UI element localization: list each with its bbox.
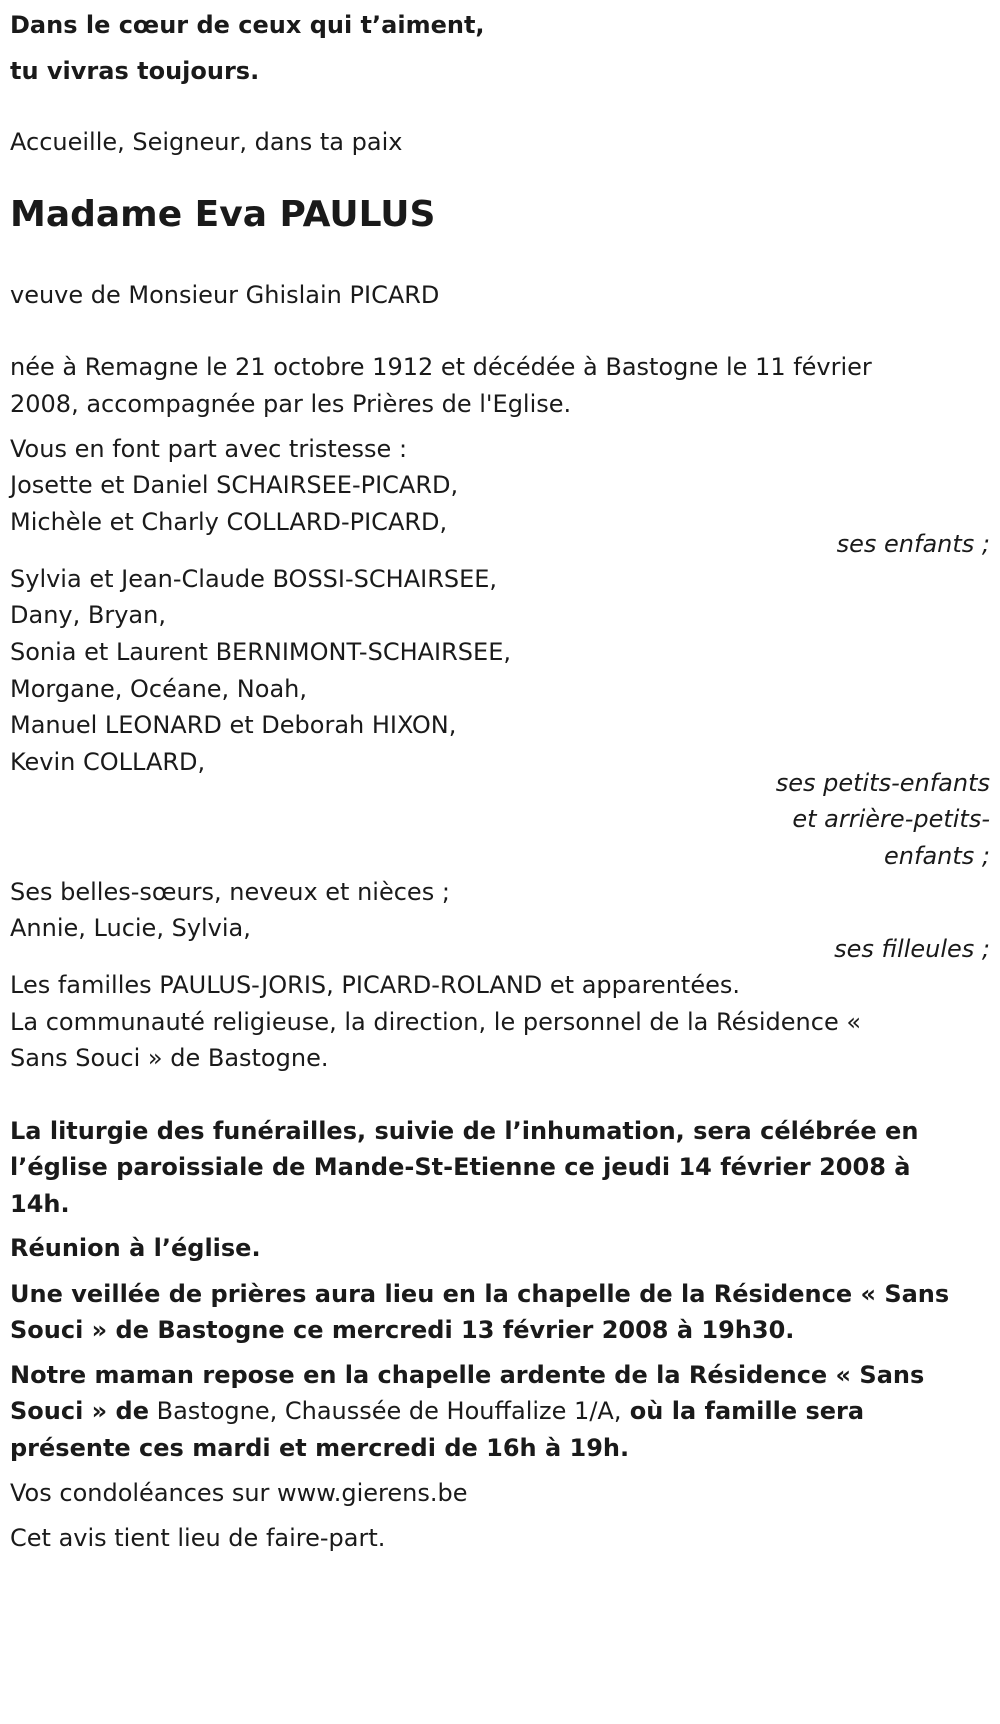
grandchild-line: Kevin COLLARD,	[10, 748, 206, 776]
spouse-text: veuve de Monsieur Ghislain PICARD	[10, 281, 440, 309]
families-line-1: Les familles PAULUS-JORIS, PICARD-ROLAND et apparentées.	[10, 971, 740, 999]
grandchild-line: Sonia et Laurent BERNIMONT-SCHAIRSEE,	[10, 638, 511, 666]
repose-line-2	[10, 1399, 864, 1423]
birth-death-line-1: née à Remagne le 21 octobre 1912 et décédée à Bastogne le 11 février	[10, 353, 872, 381]
birth-death-line-2: 2008, accompagnée par les Prières de l'Eglise.	[10, 390, 572, 418]
families-line-2: La communauté religieuse, la direction, le personnel de la Résidence «	[10, 1008, 862, 1036]
funeral-line-2: l’église paroissiale de Mande-St-Etienne ce jeudi 14 février 2008 à	[10, 1153, 911, 1181]
funeral-line-3: 14h.	[10, 1190, 70, 1218]
vigil-line-2: Souci » de Bastogne ce mercredi 13 février 2008 à 19h30.	[10, 1316, 795, 1344]
condolences-text: Vos condoléances sur www.gierens.be	[10, 1479, 468, 1507]
grandchildren-label-line-2: et arrière-petits-	[792, 805, 990, 833]
epigraph-line-2: tu vivras toujours.	[10, 57, 260, 85]
repose-line-2-bold-start: Souci » de	[10, 1397, 149, 1425]
grandchild-line: Sylvia et Jean-Claude BOSSI-SCHAIRSEE,	[10, 565, 498, 593]
epigraph-line-1: Dans le cœur de ceux qui t’aiment,	[10, 11, 485, 39]
relatives-line-1: Ses belles-sœurs, neveux et nièces ;	[10, 878, 450, 906]
child-line: Josette et Daniel SCHAIRSEE-PICARD,	[10, 471, 459, 499]
relatives-line-2: Annie, Lucie, Sylvia,	[10, 914, 251, 942]
repose-line-1: Notre maman repose en la chapelle ardente de la Résidence « Sans	[10, 1361, 925, 1389]
goddaughters-label: ses filleules ;	[834, 935, 990, 963]
grandchild-line: Manuel LEONARD et Deborah HIXON,	[10, 711, 457, 739]
prayer-text: Accueille, Seigneur, dans ta paix	[10, 128, 403, 156]
children-label: ses enfants ;	[836, 530, 990, 558]
announce-text: Vous en font part avec tristesse :	[10, 435, 408, 463]
funeral-line-1: La liturgie des funérailles, suivie de l’inhumation, sera célébrée en	[10, 1117, 919, 1145]
repose-line-3: présente ces mardi et mercredi de 16h à 19h.	[10, 1434, 630, 1462]
families-line-3: Sans Souci » de Bastogne.	[10, 1044, 329, 1072]
repose-line-2-bold-end: où la famille sera	[621, 1397, 865, 1425]
notice-text: Cet avis tient lieu de faire-part.	[10, 1524, 386, 1552]
child-line: Michèle et Charly COLLARD-PICARD,	[10, 508, 448, 536]
grandchildren-label-line-1: ses petits-enfants	[775, 769, 990, 797]
deceased-name: Madame Eva PAULUS	[10, 194, 436, 235]
grandchild-line: Morgane, Océane, Noah,	[10, 675, 307, 703]
meeting-text: Réunion à l’église.	[10, 1234, 261, 1262]
vigil-line-1: Une veillée de prières aura lieu en la chapelle de la Résidence « Sans	[10, 1280, 950, 1308]
grandchild-line: Dany, Bryan,	[10, 601, 166, 629]
grandchildren-label-line-3: enfants ;	[884, 842, 990, 870]
repose-address: Bastogne, Chaussée de Houffalize 1/A,	[148, 1397, 622, 1425]
